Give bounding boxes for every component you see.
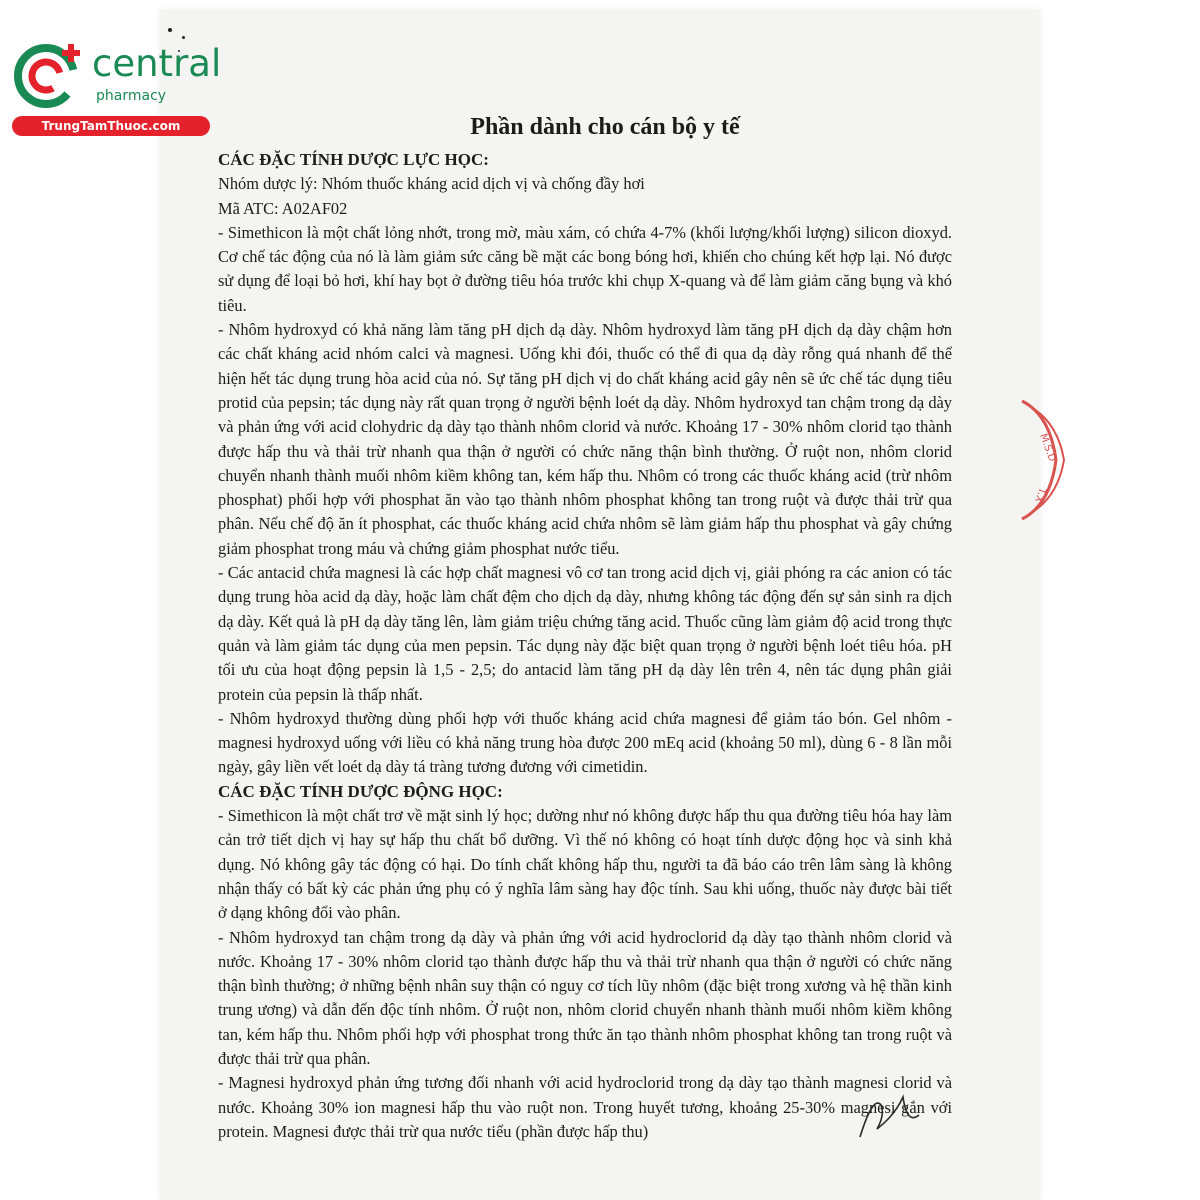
central-pharmacy-logo <box>8 38 222 138</box>
logo-subtitle: pharmacy <box>96 88 167 104</box>
paragraph: - Nhôm hydroxyd tan chậm trong dạ dày và phản ứng với acid hydroclorid dạ dày tạo thành nhôm clorid và nước. Khoảng 17 - 30% nhôm clorid tạo thành được hấp thu và thải trừ nhanh qua thận ở người có chức năng thận bình thường; ở những bệnh nhân suy thận có nguy cơ tích lũy nhôm (đặc biệt trong xương và hệ thần kinh trung ương) và dẫn đến độc tính nhôm. Ở ruột non, nhôm clorid chuyển nhanh thành muối nhôm kiềm không tan, kém hấp thu. Nhôm phối hợp với phosphat trong thức ăn tạo thành nhôm phosphat không tan trong ruột và được thải trừ qua phân. <box>218 927 952 1068</box>
logo-website: TrungTamThuoc.com <box>12 116 210 136</box>
signature-icon <box>855 1085 925 1145</box>
paragraph: - Simethicon là một chất lỏng nhớt, trong mờ, màu xám, có chứa 4-7% (khối lượng/khối lượng) silicon dioxyd. Cơ chế tác động của nó là làm giảm sức căng bề mặt các bong bóng hơi, khiến cho chúng kết hợp lại. Nó được sử dụng để loại bỏ hơi, khí hay bọt ở đường tiêu hóa trước khi chụp X-quang và để làm giảm căng bụng và khó tiêu. <box>218 222 952 315</box>
scan-speck <box>168 28 172 32</box>
pharmacological-group: Nhóm dược lý: Nhóm thuốc kháng acid dịch vị và chống đầy hơi <box>218 174 645 194</box>
paragraph: - Simethicon là một chất trơ về mặt sinh lý học; dường như nó không được hấp thu qua đường tiêu hóa hay làm cản trở tiết dịch vị hay sự hấp thu chất bổ dưỡng. Vì thế nó không có hoạt tính dược động học và sinh khả dụng. Nó không gây tác động có hại. Do tính chất không hấp thu, người ta đã báo cáo trên lâm sàng là không nhận thấy có bất kỳ các phản ứng phụ có ý nghĩa lâm sàng hay độc tính. Sau khi uống, thuốc này được bài tiết ở dạng không đổi vào phân. <box>218 806 952 923</box>
document-body <box>218 110 952 1144</box>
pharmacy-logo-icon <box>12 38 90 114</box>
paragraph: - Nhôm hydroxyd thường dùng phối hợp với thuốc kháng acid chứa magnesi để giảm táo bón. Gel nhôm - magnesi hydroxyd uống với liều có khả năng trung hòa được 200 mEq acid (khoảng 50 ml), dùng 6 - 8 lần mỗi ngày, gây liền vết loét dạ dày tá tràng tương đương với cimetidin. <box>218 708 952 777</box>
paragraph: - Các antacid chứa magnesi là các hợp chất magnesi vô cơ tan trong acid dịch vị, giải phóng ra các anion có tác dụng trung hòa acid dạ dày, hoặc làm chất đệm cho dịch dạ dày, nhưng không tác động đến sự sản sinh ra dịch dạ dày. Kết quả là pH dạ dày tăng lên, làm giảm triệu chứng tăng acid. Thuốc cũng làm giảm độ acid trong thực quản và làm giảm tác dụng của men pepsin. Tác dụng này đặc biệt quan trọng ở người bệnh loét tiêu hóa. pH tối ưu của hoạt động pepsin là 1,5 - 2,5; do antacid làm tăng pH dạ dày lên trên 4, nên tác dụng phân giải protein của pepsin là thấp nhất. <box>218 563 952 704</box>
svg-text:M.S.D: M.S.D <box>1037 432 1058 464</box>
pharmacokinetics-heading: CÁC ĐẶC TÍNH DƯỢC ĐỘNG HỌC: <box>218 781 503 801</box>
atc-code: Mã ATC: A02AF02 <box>218 198 348 218</box>
logo-brand-name: central <box>92 42 222 85</box>
page-title: Phần dành cho cán bộ y tế <box>470 114 740 140</box>
red-stamp-icon <box>1010 395 1070 525</box>
paragraph: - Magnesi hydroxyd phản ứng tương đối nhanh với acid hydroclorid trong dạ dày tạo thành magnesi clorid và nước. Khoảng 30% ion magnesi hấp thu vào ruột non. Trong huyết tương, khoảng 25-30% magnesi gắn với protein. Magnesi được thải trừ qua nước tiểu (phần được hấp thu) <box>218 1073 952 1141</box>
pharmacodynamics-heading: CÁC ĐẶC TÍNH DƯỢC LỰC HỌC: <box>218 150 489 169</box>
paragraph: - Nhôm hydroxyd có khả năng làm tăng pH dịch dạ dày. Nhôm hydroxyd làm tăng pH dịch dạ dày chậm hơn các chất kháng acid nhóm calci và magnesi. Uống khi đói, thuốc có thể đi qua dạ dày rỗng quá nhanh để thể hiện hết tác dụng trung hòa acid của nó. Sự tăng pH dịch vị do chất kháng acid gây nên sẽ ức chế tác dụng tiêu protid của pepsin; tác dụng này rất quan trọng ở người bệnh loét dạ dày. Nhôm hydroxyd tan chậm trong dạ dày và phản ứng với acid clohydric dạ dày tạo thành nhôm clorid và nước. Khoảng 17 - 30% nhôm clorid tạo thành được hấp thu và thải trừ nhanh qua thận ở người có chức năng thận bình thường. Ở ruột non, nhôm clorid chuyển nhanh thành muối nhôm kiềm không tan, kém hấp thu. Nhôm có trong các thuốc kháng acid (trừ nhôm phosphat) phối hợp với phosphat ăn vào tạo thành nhôm phosphat không tan trong ruột và được thải trừ qua phân. Nếu chế độ ăn ít phosphat, các thuốc kháng acid chứa nhôm sẽ làm giảm hấp thu phosphat và gây chứng giảm phosphat trong máu và chứng giảm phosphat nước tiểu. <box>218 320 952 558</box>
svg-text:T.X: T.X <box>1032 485 1048 504</box>
